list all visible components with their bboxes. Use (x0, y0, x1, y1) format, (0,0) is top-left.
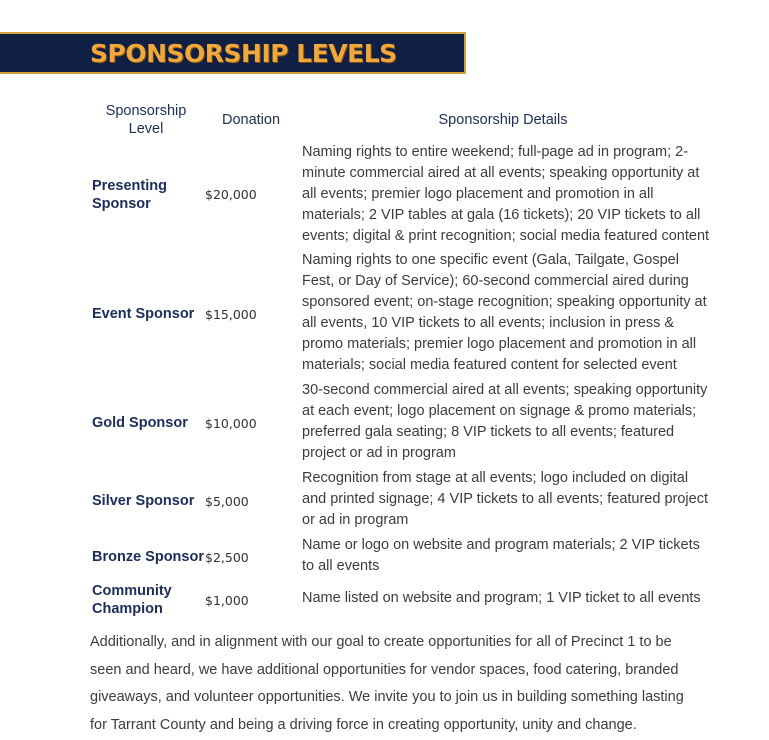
header-details: Sponsorship Details (438, 112, 568, 128)
row-donation-presenting: $20,000 (205, 187, 257, 202)
row-donation-gold: $10,000 (205, 416, 257, 431)
section-title: SPONSORSHIP LEVELS (90, 38, 397, 68)
header-level: Sponsorship Level (105, 103, 187, 137)
closing-paragraph: Additionally, and in alignment with our goal to create opportunities for all of Precinct 1 to be seen and heard, we have additional opportunities for vendor spaces, food catering, branded giveaways, and volunteer opportunities. We invite you to join us in building something lasting for Tarrant County and being a driving force in creating opportunity, unity and change. (90, 634, 684, 733)
row-level-gold: Gold Sponsor (92, 415, 188, 431)
row-donation-community: $1,000 (205, 593, 249, 608)
row-level-bronze: Bronze Sponsor (92, 549, 204, 565)
row-details-event: Naming rights to one specific event (Gala, Tailgate, Gospel Fest, or Day of Service); 60-second commercial aired during sponsored event; on-stage recognition; speaking opportunity at all events, 10 VIP tickets to all events; inclusion in press & promo materials; premier logo placement and promotion in all materials; social media featured content for selected event (302, 252, 707, 373)
row-level-presenting: Presenting Sponsor (92, 178, 167, 212)
row-details-community: Name listed on website and program; 1 VIP ticket to all events (302, 590, 701, 606)
row-level-event: Event Sponsor (92, 306, 195, 322)
row-donation-bronze: $2,500 (205, 550, 249, 565)
row-level-community: Community Champion (92, 583, 172, 617)
row-donation-event: $15,000 (205, 307, 257, 322)
row-donation-silver: $5,000 (205, 494, 249, 509)
row-details-silver: Recognition from stage at all events; logo included on digital and printed signage; 4 VIP tickets to all events; featured project or ad in program (302, 470, 708, 528)
row-details-presenting: Naming rights to entire weekend; full-page ad in program; 2-minute commercial aired at all events; speaking opportunity at all events; premier logo placement and promotion in all materials; 2 VIP tables at gala (16 tickets); 20 VIP tickets to all events; digital & print recognition; social media featured content (302, 144, 710, 244)
header-donation: Donation (221, 112, 281, 128)
row-details-gold: 30-second commercial aired at all events; speaking opportunity at each event; logo placement on signage & promo materials; preferred gala seating; 8 VIP tickets to all events; featured project or ad in program (302, 382, 708, 461)
row-level-silver: Silver Sponsor (92, 493, 195, 509)
section-banner (0, 32, 466, 74)
row-details-bronze: Name or logo on website and program materials; 2 VIP tickets to all events (302, 537, 700, 574)
